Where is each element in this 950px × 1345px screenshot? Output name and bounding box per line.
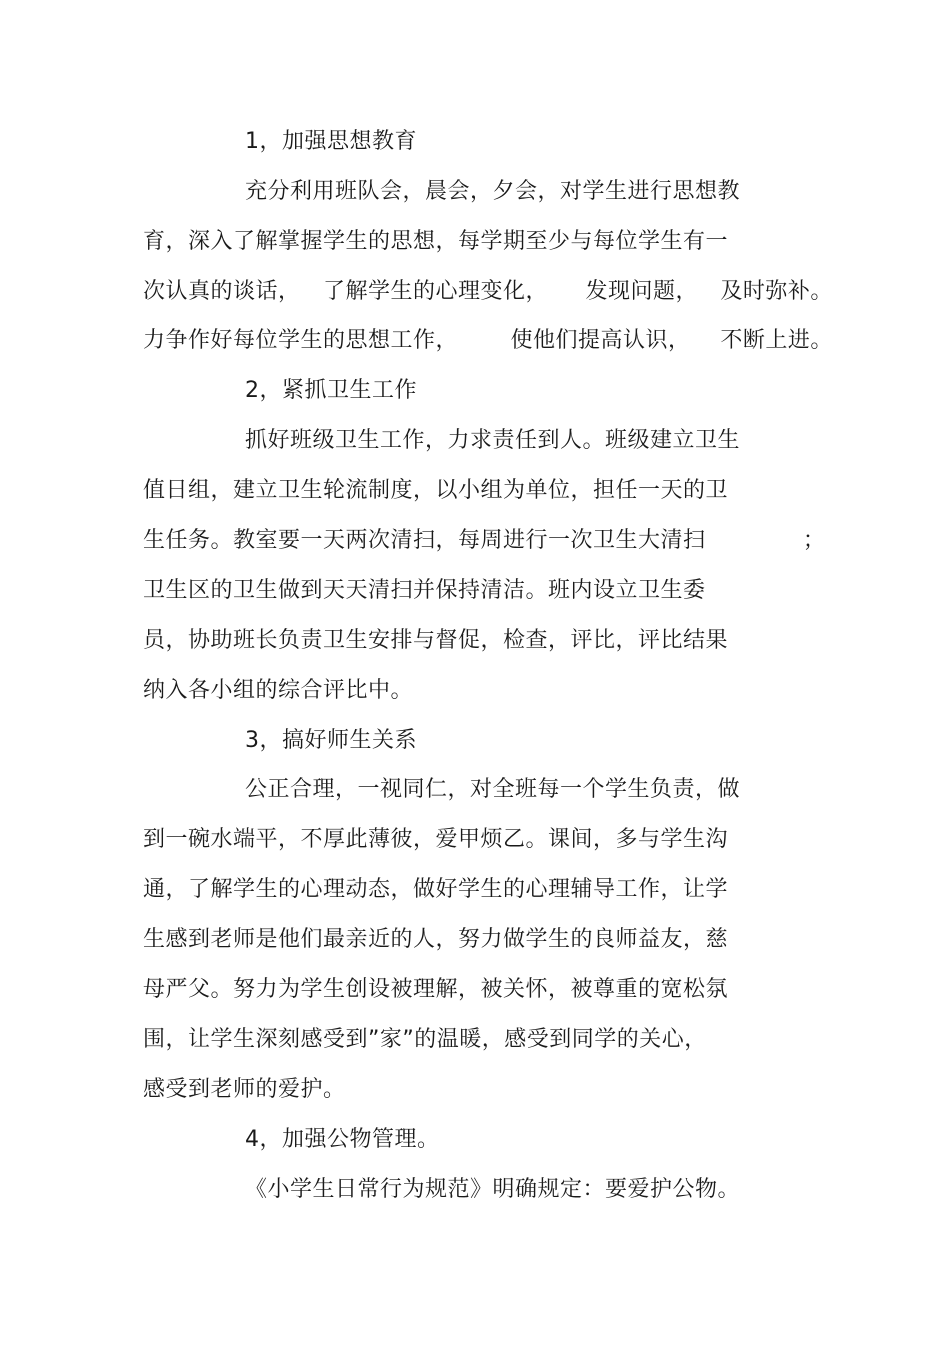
section-1-line-3: 次认真的谈话， 了解学生的心理变化， 发现问题， 及时弥补。 [143,279,833,304]
section-3-line-2: 到一碗水端平，不厚此薄彼，爱甲烦乙。课间，多与学生沟 [143,827,729,852]
section-3-heading: 3，搞好师生关系 [245,728,417,753]
section-2-line-2: 值日组，建立卫生轮流制度，以小组为单位，担任一天的卫 [143,478,729,503]
section-3-line-4: 生感到老师是他们最亲近的人，努力做学生的良师益友，慈 [143,927,729,952]
section-3-line-6: 围，让学生深刻感受到”家”的温暖，感受到同学的关心， [143,1027,707,1052]
section-2-line-3: 生任务。教室要一天两次清扫，每周进行一次卫生大清扫 ； [143,528,826,553]
section-3-line-1: 公正合理，一视同仁，对全班每一个学生负责，做 [245,777,741,802]
section-2-heading: 2，紧抓卫生工作 [245,378,417,403]
section-2-line-5: 员，协助班长负责卫生安排与督促，检查，评比，评比结果 [143,628,729,653]
section-3-line-3: 通，了解学生的心理动态，做好学生的心理辅导工作，让学 [143,877,729,902]
section-1-line-1: 充分利用班队会，晨会，夕会，对学生进行思想教 [245,179,741,204]
section-1-line-4: 力争作好每位学生的思想工作， 使他们提高认识， 不断上进。 [143,328,833,353]
section-2-line-6: 纳入各小组的综合评比中。 [143,678,414,703]
section-4-heading: 4，加强公物管理。 [245,1127,440,1152]
section-1-line-2: 育，深入了解掌握学生的思想，每学期至少与每位学生有一 [143,229,729,254]
section-2-line-1: 抓好班级卫生工作，力求责任到人。班级建立卫生 [245,428,741,453]
section-4-line-1: 《小学生日常行为规范》明确规定：要爱护公物。 [245,1177,741,1202]
section-3-line-5: 母严父。努力为学生创设被理解，被关怀，被尊重的宽松氛 [143,977,729,1002]
section-3-line-7: 感受到老师的爱护。 [143,1077,346,1102]
section-2-line-4: 卫生区的卫生做到天天清扫并保持清洁。班内设立卫生委 [143,578,706,603]
section-1-heading: 1，加强思想教育 [245,129,417,154]
